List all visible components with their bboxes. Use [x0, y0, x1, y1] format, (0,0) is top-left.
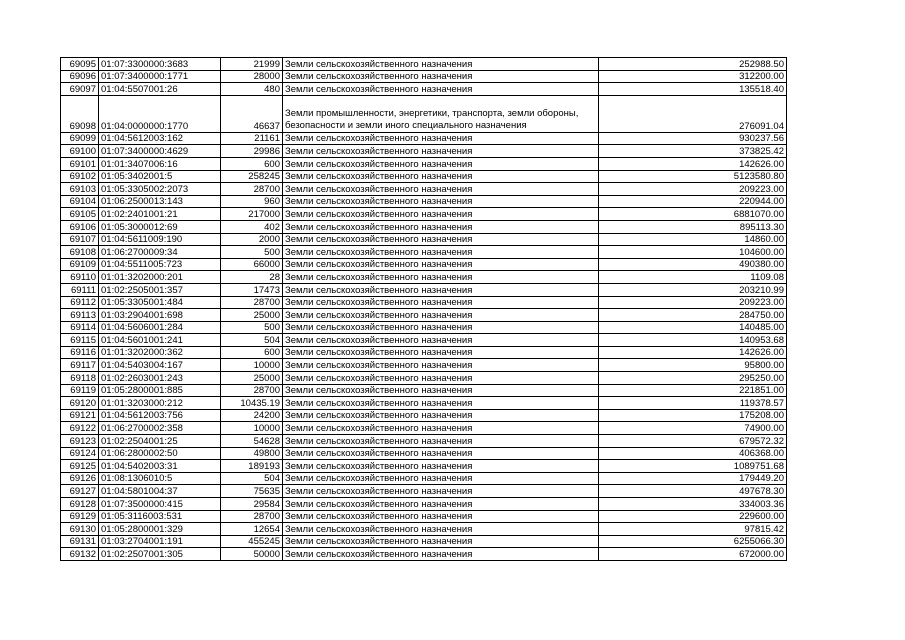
- area-cell: 29584: [221, 498, 283, 511]
- cadastral-number-cell: 01:03:2904001:698: [99, 309, 221, 322]
- area-cell: 28700: [221, 183, 283, 196]
- cadastral-number-cell: 01:04:5601001:241: [99, 334, 221, 347]
- table-row: [61, 271, 787, 284]
- land-category-cell: Земли сельскохозяйственного назначения: [283, 83, 599, 96]
- cadastral-number-cell: 01:02:2603001:243: [99, 372, 221, 385]
- cadastral-number-cell: 01:04:0000000:1770: [99, 95, 221, 132]
- cadastral-value-cell: 119378.57: [599, 397, 787, 410]
- table-row: [61, 132, 787, 145]
- cadastral-value-cell: 672000.00: [599, 548, 787, 561]
- land-category-cell: Земли сельскохозяйственного назначения: [283, 384, 599, 397]
- area-cell: 2000: [221, 233, 283, 246]
- land-category-cell: Земли сельскохозяйственного назначения: [283, 309, 599, 322]
- area-cell: 24200: [221, 409, 283, 422]
- cadastral-number-cell: 01:05:3116003:531: [99, 510, 221, 523]
- record-id-cell: 69122: [61, 422, 99, 435]
- cadastral-number-cell: 01:05:3305002:2073: [99, 183, 221, 196]
- cadastral-number-cell: 01:07:3500000:415: [99, 498, 221, 511]
- table-row: [61, 296, 787, 309]
- cadastral-number-cell: 01:02:2505001:357: [99, 283, 221, 296]
- land-category-cell: Земли сельскохозяйственного назначения: [283, 157, 599, 170]
- table-row: [61, 246, 787, 259]
- cadastral-number-cell: 01:06:2800002:50: [99, 447, 221, 460]
- record-id-cell: 69113: [61, 309, 99, 322]
- land-category-cell: Земли сельскохозяйственного назначения: [283, 372, 599, 385]
- area-cell: 28700: [221, 510, 283, 523]
- cadastral-number-cell: 01:07:3400000:4629: [99, 145, 221, 158]
- cadastral-value-cell: 373825.42: [599, 145, 787, 158]
- table-row: [61, 183, 787, 196]
- land-category-cell: Земли сельскохозяйственного назначения: [283, 447, 599, 460]
- table-row: [61, 83, 787, 96]
- table-row: [61, 157, 787, 170]
- table-row: [61, 485, 787, 498]
- table-row: [61, 372, 787, 385]
- cadastral-number-cell: 01:04:5606001:284: [99, 321, 221, 334]
- land-category-cell: Земли сельскохозяйственного назначения: [283, 183, 599, 196]
- land-category-cell: Земли сельскохозяйственного назначения: [283, 397, 599, 410]
- land-category-cell: Земли сельскохозяйственного назначения: [283, 409, 599, 422]
- table-row: [61, 309, 787, 322]
- area-cell: 504: [221, 334, 283, 347]
- record-id-cell: 69101: [61, 157, 99, 170]
- cadastral-number-cell: 01:05:3402001:5: [99, 170, 221, 183]
- record-id-cell: 69096: [61, 70, 99, 83]
- record-id-cell: 69126: [61, 472, 99, 485]
- area-cell: 28700: [221, 296, 283, 309]
- land-category-cell: Земли сельскохозяйственного назначения: [283, 271, 599, 284]
- cadastral-value-cell: 895113.30: [599, 220, 787, 233]
- cadastral-number-cell: 01:02:2504001:25: [99, 435, 221, 448]
- land-category-cell: Земли сельскохозяйственного назначения: [283, 485, 599, 498]
- cadastral-number-cell: 01:02:2507001:305: [99, 548, 221, 561]
- cadastral-number-cell: 01:04:5612003:162: [99, 132, 221, 145]
- land-category-cell: Земли сельскохозяйственного назначения: [283, 359, 599, 372]
- record-id-cell: 69116: [61, 346, 99, 359]
- land-category-cell: Земли сельскохозяйственного назначения: [283, 472, 599, 485]
- cadastral-value-cell: 142626.00: [599, 346, 787, 359]
- cadastral-value-cell: 252988.50: [599, 58, 787, 71]
- cadastral-number-cell: 01:06:2700002:358: [99, 422, 221, 435]
- cadastral-number-cell: 01:04:5402003:31: [99, 460, 221, 473]
- table-row: [61, 397, 787, 410]
- cadastral-value-cell: 221851.00: [599, 384, 787, 397]
- table-row: [61, 334, 787, 347]
- record-id-cell: 69130: [61, 523, 99, 536]
- cadastral-number-cell: 01:04:5403004:167: [99, 359, 221, 372]
- area-cell: 258245: [221, 170, 283, 183]
- area-cell: 49800: [221, 447, 283, 460]
- table-row: [61, 283, 787, 296]
- table-row: [61, 472, 787, 485]
- land-category-cell: Земли сельскохозяйственного назначения: [283, 498, 599, 511]
- area-cell: 17473: [221, 283, 283, 296]
- table-row: [61, 195, 787, 208]
- record-id-cell: 69104: [61, 195, 99, 208]
- area-cell: 600: [221, 157, 283, 170]
- record-id-cell: 69118: [61, 372, 99, 385]
- area-cell: 504: [221, 472, 283, 485]
- cadastral-number-cell: 01:04:5511005:723: [99, 258, 221, 271]
- area-cell: 50000: [221, 548, 283, 561]
- cadastral-value-cell: 140953.68: [599, 334, 787, 347]
- cadastral-number-cell: 01:04:5507001:26: [99, 83, 221, 96]
- table-row: [61, 145, 787, 158]
- table-row: [61, 321, 787, 334]
- land-category-cell: Земли сельскохозяйственного назначения: [283, 346, 599, 359]
- table-row: [61, 447, 787, 460]
- record-id-cell: 69121: [61, 409, 99, 422]
- area-cell: 455245: [221, 535, 283, 548]
- cadastral-number-cell: 01:08:1306010:5: [99, 472, 221, 485]
- area-cell: 21999: [221, 58, 283, 71]
- area-cell: 189193: [221, 460, 283, 473]
- cadastral-number-cell: 01:05:2800001:329: [99, 523, 221, 536]
- record-id-cell: 69097: [61, 83, 99, 96]
- table-row: [61, 346, 787, 359]
- cadastral-value-cell: 97815.42: [599, 523, 787, 536]
- table-row: [61, 498, 787, 511]
- cadastral-value-cell: 334003.36: [599, 498, 787, 511]
- record-id-cell: 69117: [61, 359, 99, 372]
- land-category-cell: Земли сельскохозяйственного назначения: [283, 510, 599, 523]
- area-cell: 10000: [221, 359, 283, 372]
- land-category-cell: Земли сельскохозяйственного назначения: [283, 132, 599, 145]
- cadastral-number-cell: 01:05:3305001:484: [99, 296, 221, 309]
- cadastral-number-cell: 01:02:2401001:21: [99, 208, 221, 221]
- land-category-cell: Земли сельскохозяйственного назначения: [283, 246, 599, 259]
- land-category-cell: Земли сельскохозяйственного назначения: [283, 208, 599, 221]
- land-category-cell: Земли сельскохозяйственного назначения: [283, 70, 599, 83]
- table-row: [61, 535, 787, 548]
- cadastral-number-cell: 01:01:3407006:16: [99, 157, 221, 170]
- land-category-cell: Земли сельскохозяйственного назначения: [283, 258, 599, 271]
- land-category-cell: Земли сельскохозяйственного назначения: [283, 548, 599, 561]
- cadastral-value-cell: 5123580.80: [599, 170, 787, 183]
- land-category-cell: Земли сельскохозяйственного назначения: [283, 145, 599, 158]
- table-row: [61, 170, 787, 183]
- record-id-cell: 69127: [61, 485, 99, 498]
- record-id-cell: 69107: [61, 233, 99, 246]
- table-row: [61, 258, 787, 271]
- table-row: [61, 435, 787, 448]
- land-category-cell: Земли сельскохозяйственного назначения: [283, 460, 599, 473]
- cadastral-value-cell: 276091.04: [599, 95, 787, 132]
- area-cell: 217000: [221, 208, 283, 221]
- cadastral-number-cell: 01:06:2500013:143: [99, 195, 221, 208]
- cadastral-value-cell: 140485.00: [599, 321, 787, 334]
- cadastral-value-cell: 1089751.68: [599, 460, 787, 473]
- cadastral-value-cell: 209223.00: [599, 296, 787, 309]
- area-cell: 500: [221, 321, 283, 334]
- cadastral-value-cell: 497678.30: [599, 485, 787, 498]
- land-category-cell: Земли сельскохозяйственного назначения: [283, 296, 599, 309]
- record-id-cell: 69114: [61, 321, 99, 334]
- cadastral-number-cell: 01:04:5612003:756: [99, 409, 221, 422]
- area-cell: 10000: [221, 422, 283, 435]
- area-cell: 25000: [221, 309, 283, 322]
- record-id-cell: 69111: [61, 283, 99, 296]
- cadastral-value-cell: 104600.00: [599, 246, 787, 259]
- table-row: [61, 510, 787, 523]
- cadastral-number-cell: 01:07:3400000:1771: [99, 70, 221, 83]
- area-cell: 960: [221, 195, 283, 208]
- land-category-cell: Земли сельскохозяйственного назначения: [283, 535, 599, 548]
- cadastral-value-cell: 142626.00: [599, 157, 787, 170]
- record-id-cell: 69102: [61, 170, 99, 183]
- area-cell: 600: [221, 346, 283, 359]
- cadastral-value-cell: 6255066.30: [599, 535, 787, 548]
- record-id-cell: 69108: [61, 246, 99, 259]
- area-cell: 402: [221, 220, 283, 233]
- record-id-cell: 69112: [61, 296, 99, 309]
- area-cell: 25000: [221, 372, 283, 385]
- land-category-cell: Земли сельскохозяйственного назначения: [283, 334, 599, 347]
- cadastral-value-cell: 406368.00: [599, 447, 787, 460]
- record-id-cell: 69119: [61, 384, 99, 397]
- cadastral-value-cell: 1109.08: [599, 271, 787, 284]
- record-id-cell: 69099: [61, 132, 99, 145]
- cadastral-value-cell: 490380.00: [599, 258, 787, 271]
- table-row: [61, 409, 787, 422]
- cadastral-value-cell: 6881070.00: [599, 208, 787, 221]
- area-cell: 29986: [221, 145, 283, 158]
- cadastral-number-cell: 01:04:5611009:190: [99, 233, 221, 246]
- cadastral-value-cell: 203210.99: [599, 283, 787, 296]
- table-body: [61, 58, 787, 561]
- table-row: [61, 95, 787, 132]
- record-id-cell: 69120: [61, 397, 99, 410]
- cadastral-number-cell: 01:07:3300000:3683: [99, 58, 221, 71]
- land-category-cell: Земли сельскохозяйственного назначения: [283, 220, 599, 233]
- record-id-cell: 69125: [61, 460, 99, 473]
- cadastral-number-cell: 01:05:2800001:885: [99, 384, 221, 397]
- land-category-cell: Земли сельскохозяйственного назначения: [283, 435, 599, 448]
- cadastral-value-cell: 295250.00: [599, 372, 787, 385]
- cadastral-value-cell: 209223.00: [599, 183, 787, 196]
- land-category-cell: Земли сельскохозяйственного назначения: [283, 283, 599, 296]
- table-row: [61, 422, 787, 435]
- record-id-cell: 69110: [61, 271, 99, 284]
- cadastral-value-cell: 284750.00: [599, 309, 787, 322]
- record-id-cell: 69103: [61, 183, 99, 196]
- table-row: [61, 233, 787, 246]
- land-parcels-table: [60, 57, 787, 561]
- table-row: [61, 359, 787, 372]
- record-id-cell: 69132: [61, 548, 99, 561]
- table-row: [61, 548, 787, 561]
- area-cell: 28000: [221, 70, 283, 83]
- record-id-cell: 69131: [61, 535, 99, 548]
- cadastral-value-cell: 312200.00: [599, 70, 787, 83]
- cadastral-value-cell: 229600.00: [599, 510, 787, 523]
- table-row: [61, 208, 787, 221]
- cadastral-number-cell: 01:01:3203000:212: [99, 397, 221, 410]
- record-id-cell: 69115: [61, 334, 99, 347]
- record-id-cell: 69098: [61, 95, 99, 132]
- area-cell: 500: [221, 246, 283, 259]
- record-id-cell: 69129: [61, 510, 99, 523]
- area-cell: 480: [221, 83, 283, 96]
- area-cell: 75635: [221, 485, 283, 498]
- table-row: [61, 460, 787, 473]
- cadastral-value-cell: 930237.56: [599, 132, 787, 145]
- cadastral-number-cell: 01:05:3000012:69: [99, 220, 221, 233]
- land-category-cell: Земли сельскохозяйственного назначения: [283, 523, 599, 536]
- record-id-cell: 69124: [61, 447, 99, 460]
- land-category-cell: Земли сельскохозяйственного назначения: [283, 233, 599, 246]
- area-cell: 46637: [221, 95, 283, 132]
- record-id-cell: 69100: [61, 145, 99, 158]
- cadastral-number-cell: 01:06:2700009:34: [99, 246, 221, 259]
- cadastral-value-cell: 135518.40: [599, 83, 787, 96]
- land-category-cell: Земли сельскохозяйственного назначения: [283, 195, 599, 208]
- cadastral-value-cell: 74900.00: [599, 422, 787, 435]
- cadastral-number-cell: 01:01:3202000:362: [99, 346, 221, 359]
- table-row: [61, 58, 787, 71]
- area-cell: 28: [221, 271, 283, 284]
- record-id-cell: 69128: [61, 498, 99, 511]
- cadastral-number-cell: 01:03:2704001:191: [99, 535, 221, 548]
- record-id-cell: 69106: [61, 220, 99, 233]
- record-id-cell: 69105: [61, 208, 99, 221]
- land-category-cell: Земли сельскохозяйственного назначения: [283, 58, 599, 71]
- area-cell: 10435.19: [221, 397, 283, 410]
- area-cell: 21161: [221, 132, 283, 145]
- area-cell: 66000: [221, 258, 283, 271]
- table-row: [61, 220, 787, 233]
- land-category-cell: Земли промышленности, энергетики, транспорта, земли обороны, безопасности и земли иного специального назначения: [283, 95, 599, 132]
- record-id-cell: 69095: [61, 58, 99, 71]
- land-category-cell: Земли сельскохозяйственного назначения: [283, 321, 599, 334]
- cadastral-value-cell: 220944.00: [599, 195, 787, 208]
- cadastral-value-cell: 679572.32: [599, 435, 787, 448]
- land-category-cell: Земли сельскохозяйственного назначения: [283, 170, 599, 183]
- cadastral-value-cell: 175208.00: [599, 409, 787, 422]
- area-cell: 54628: [221, 435, 283, 448]
- record-id-cell: 69109: [61, 258, 99, 271]
- cadastral-number-cell: 01:04:5801004:37: [99, 485, 221, 498]
- land-category-cell: Земли сельскохозяйственного назначения: [283, 422, 599, 435]
- table-row: [61, 70, 787, 83]
- cadastral-value-cell: 14860.00: [599, 233, 787, 246]
- table-row: [61, 384, 787, 397]
- area-cell: 28700: [221, 384, 283, 397]
- record-id-cell: 69123: [61, 435, 99, 448]
- cadastral-number-cell: 01:01:3202000:201: [99, 271, 221, 284]
- cadastral-value-cell: 95800.00: [599, 359, 787, 372]
- table-row: [61, 523, 787, 536]
- area-cell: 12654: [221, 523, 283, 536]
- cadastral-value-cell: 179449.20: [599, 472, 787, 485]
